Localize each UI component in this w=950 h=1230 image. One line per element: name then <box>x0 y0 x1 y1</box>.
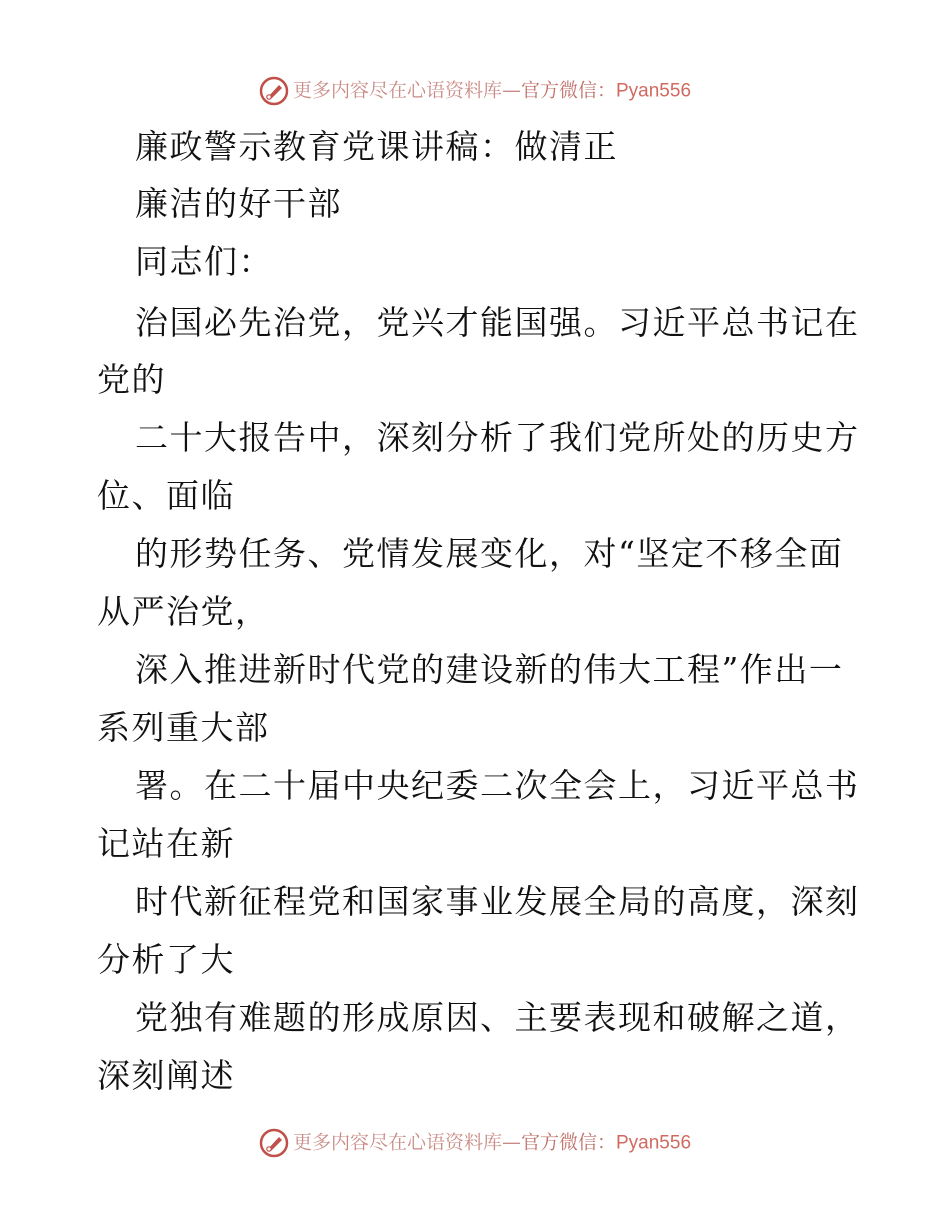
body-line: 位、面临 <box>97 476 235 515</box>
body-line: 署。在二十届中央纪委二次全会上，习近平总书 <box>135 766 860 805</box>
watermark-suffix: 官方微信： <box>520 79 616 102</box>
body-line: 二十大报告中，深刻分析了我们党所处的历史方 <box>135 418 860 457</box>
body-line: 的形势任务、党情发展变化，对“坚定不移全面 <box>135 534 844 573</box>
watermark-header <box>0 76 950 106</box>
body-line: 深入推进新时代党的建设新的伟大工程”作出一 <box>135 650 844 689</box>
body-line: 党的 <box>97 360 166 399</box>
watermark-main-text: 更多内容尽在心语资料库 <box>292 1131 502 1154</box>
body-line: 党独有难题的形成原因、主要表现和破解之道， <box>135 998 860 1037</box>
watermark-wechat-id: Pyan556 <box>616 1132 692 1154</box>
watermark-footer <box>0 1128 950 1158</box>
body-line: 系列重大部 <box>97 708 270 747</box>
watermark-suffix: 官方微信： <box>520 1131 616 1154</box>
body-line: 时代新征程党和国家事业发展全局的高度，深刻 <box>135 882 860 921</box>
body-line: 记站在新 <box>97 824 235 863</box>
body-line: 分析了大 <box>97 940 235 979</box>
watermark-wechat-id: Pyan556 <box>616 80 692 102</box>
watermark-dash: — <box>501 79 521 102</box>
body-line: 深刻阐述 <box>97 1056 235 1095</box>
watermark-dash: — <box>501 1131 521 1154</box>
title-line-2: 廉洁的好干部 <box>135 184 342 223</box>
body-line: 从严治党， <box>97 592 270 631</box>
salutation: 同志们： <box>135 242 273 281</box>
ink-brush-logo-icon <box>259 76 289 106</box>
watermark-main-text: 更多内容尽在心语资料库 <box>292 79 502 102</box>
title-line-1: 廉政警示教育党课讲稿：做清正 <box>135 127 618 166</box>
body-line: 治国必先治党，党兴才能国强。习近平总书记在 <box>135 303 860 342</box>
ink-brush-logo-icon <box>259 1128 289 1158</box>
